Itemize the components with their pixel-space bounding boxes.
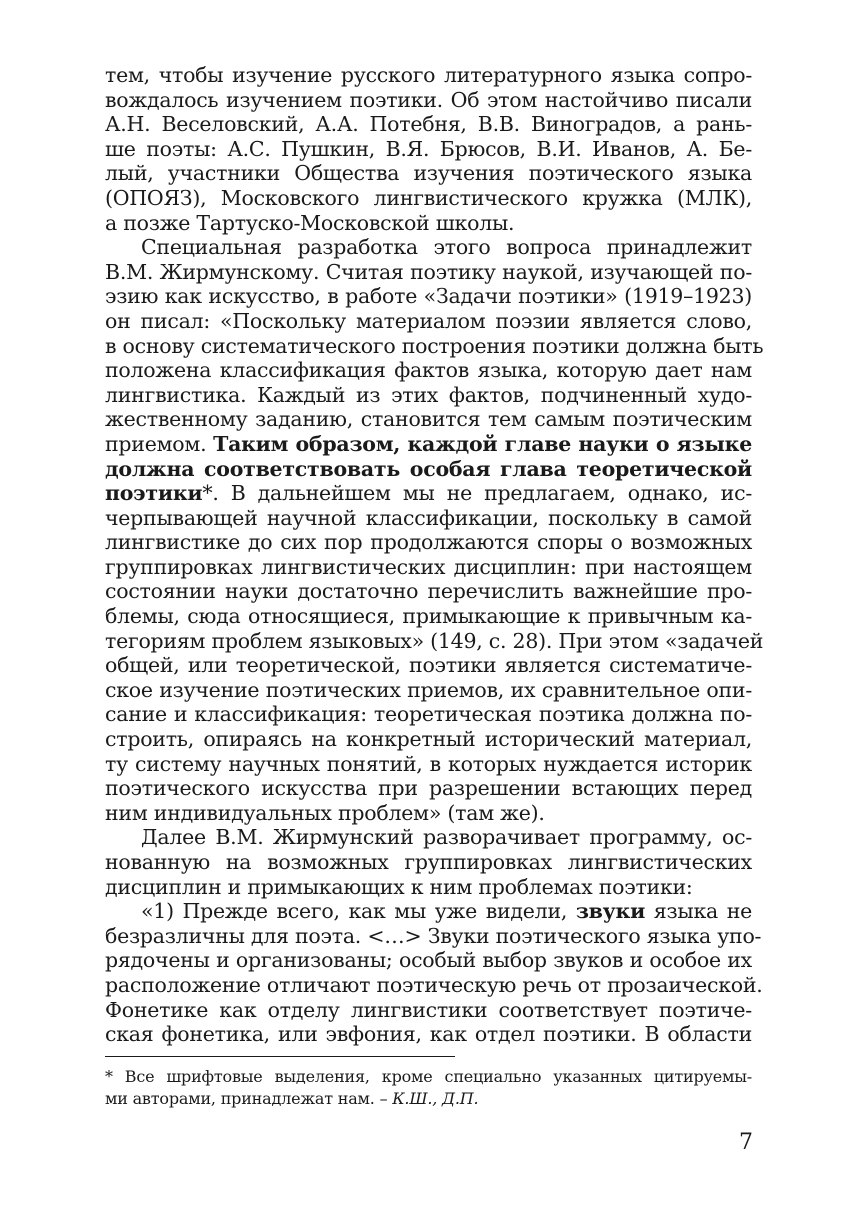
text-run: *. В дальнейшем мы не предлагаем, однако, ис- [202, 481, 752, 506]
text-line: А.Н. Веселовский, А.А. Потебня, В.В. Виноградов, а рань- [105, 112, 752, 137]
text-line: рядочены и организованы; особый выбор звуков и особое их [105, 948, 752, 973]
text-line: ское изучение поэтических приемов, их сравнительное опи- [105, 677, 752, 702]
italic-run: К.Ш., Д.П. [392, 1089, 479, 1108]
footnote-divider [105, 1056, 455, 1057]
text-line: в основу систематического построения поэтики должна быть [105, 333, 764, 358]
text-line: нованную на возможных группировках лингвистических [105, 850, 752, 874]
text-line [105, 481, 752, 506]
text-line: положена классификация фактов языка, которую дает нам [105, 358, 752, 383]
text-line: группировках лингвистических дисциплин: при настоящем [105, 554, 752, 579]
bold-run: поэтики [105, 481, 203, 506]
text-line: (ОПОЯЗ), Московского лингвистического кружка (МЛК), [105, 185, 752, 210]
text-line: блемы, сюда относящиеся, примыкающие к привычным ка- [105, 604, 752, 629]
text-line: лый, участники Общества изучения поэтического языка [105, 161, 752, 186]
page-number: 7 [739, 1130, 753, 1155]
text-line: тем, чтобы изучение русского литературного языка сопро- [105, 63, 752, 87]
bold-run: звуки [575, 899, 646, 924]
text-line: жественному заданию, становится тем самым поэтическим [105, 407, 752, 432]
text-line: поэтического искусства при разрешении встающих перед [105, 776, 752, 801]
text-line: В.М. Жирмунскому. Считая поэтику наукой, изучающей по- [105, 259, 752, 284]
text-line: сание и классификация: теоретическая поэтика должна по- [105, 702, 752, 727]
text-line [105, 899, 752, 924]
text-line: он писал: «Поскольку материалом поэзии является слово, [105, 308, 752, 333]
bold-run: должна соответствовать особая глава теоретической [105, 456, 752, 481]
footnote-line: * Все шрифтовые выделения, кроме специально указанных цитируемы- [105, 1067, 752, 1086]
text-line: безразличны для поэта. <…> Звуки поэтического языка упо- [105, 923, 762, 948]
text-line: ше поэты: А.С. Пушкин, В.Я. Брюсов, В.И. Иванов, А. Бе- [105, 136, 752, 161]
text-line: состоянии науки достаточно перечислить важнейшие про- [105, 579, 752, 604]
text-run: «1) Прежде всего, как мы уже видели, [141, 899, 576, 924]
text-run: приемом. [105, 431, 214, 456]
text-line: вождалось изучением поэтики. Об этом настойчиво писали [105, 87, 752, 112]
footnote [105, 1066, 752, 1110]
text-line: тегориям проблем языковых» (149, с. 28). При этом «задачей [105, 628, 764, 653]
text-line: эзию как искусство, в работе «Задачи поэтики» (1919–1923) [105, 284, 752, 309]
text-line: Специальная разработка этого вопроса принадлежит [141, 235, 752, 260]
text-line: строить, опираясь на конкретный исторический материал, [105, 727, 752, 752]
text-line [105, 432, 752, 457]
text-line: Фонетике как отделу лингвистики соответствует поэтиче- [105, 997, 752, 1022]
text-line [105, 457, 752, 482]
text-line: лингвистике до сих пор продолжаются споры о возможных [105, 530, 752, 555]
text-line: черпывающей научной классификации, поскольку в самой [105, 505, 752, 530]
text-line: а позже Тартуско-Московской школы. [105, 210, 515, 235]
body-text [105, 63, 764, 1047]
text-run: языка не [645, 899, 752, 924]
text-line: расположение отличают поэтическую речь от прозаической. [105, 972, 763, 997]
text-line: лингвистика. Каждый из этих фактов, подчиненный худо- [105, 382, 752, 407]
text-line: Далее В.М. Жирмунский разворачивает программу, ос- [141, 825, 752, 850]
text-line: ская фонетика, или эвфония, как отдел поэтики. В области [105, 1022, 752, 1047]
text-run: ми авторами, принадлежат нам. – [105, 1089, 393, 1108]
footnote-line [105, 1088, 752, 1110]
text-line: ним индивидуальных проблем» (там же). [105, 800, 545, 825]
text-line: дисциплин и примыкающих к ним проблемах поэтики: [105, 874, 693, 899]
bold-run: Таким образом, каждой главе науки о языке [213, 431, 752, 456]
text-line: общей, или теоретической, поэтики является систематиче- [105, 653, 752, 678]
text-line: ту систему научных понятий, в которых нуждается историк [105, 751, 752, 776]
